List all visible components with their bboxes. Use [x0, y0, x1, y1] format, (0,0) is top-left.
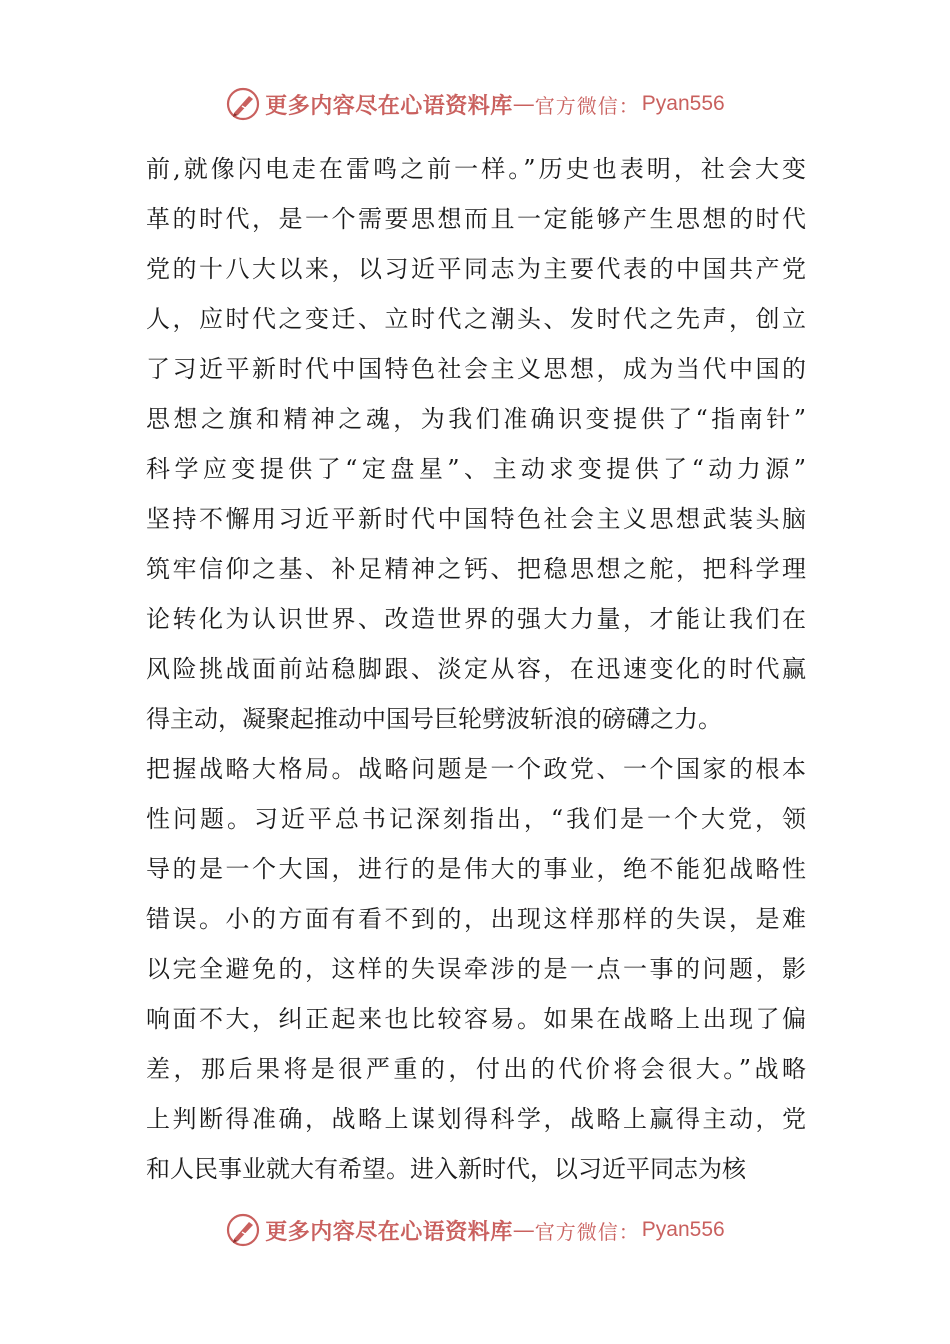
body-text-line: 性问题。习近平总书记深刻指出，“我们是一个大党，领: [146, 805, 806, 833]
header-banner-content: [225, 86, 724, 122]
body-text-line: 革的时代，是一个需要思想而且一定能够产生思想的时代: [146, 205, 806, 233]
body-text-line: 了习近平新时代中国特色社会主义思想，成为当代中国的: [146, 355, 806, 383]
body-text-line: 把握战略大格局。战略问题是一个政党、一个国家的根本: [146, 755, 806, 783]
body-text-line: 坚持不懈用习近平新时代中国特色社会主义思想武装头脑: [146, 505, 806, 533]
body-text-line: 以完全避免的，这样的失误牵涉的是一点一事的问题，影: [146, 955, 806, 983]
header-wechat-id: Pyan556: [641, 92, 725, 115]
body-text-line: 思想之旗和精神之魂，为我们准确识变提供了“指南针”: [146, 405, 806, 433]
footer-wechat-label: 官方微信：: [534, 1219, 640, 1244]
body-text-line: 和人民事业就大有希望。进入新时代，以习近平同志为核: [146, 1155, 746, 1183]
header-wechat-label: 官方微信：: [534, 93, 640, 118]
body-text-line: 前,就像闪电走在雷鸣之前一样。”历史也表明，社会大变: [146, 155, 806, 183]
body-text-line: 科学应变提供了“定盘星”、主动求变提供了“动力源”: [146, 455, 806, 483]
body-text-line: 导的是一个大国，进行的是伟大的事业，绝不能犯战略性: [146, 855, 806, 883]
footer-banner-title: 更多内容尽在心语资料库: [265, 1218, 513, 1245]
body-text-line: 错误。小的方面有看不到的，出现这样那样的失误，是难: [146, 905, 806, 933]
body-text-line: 风险挑战面前站稳脚跟、淡定从容，在迅速变化的时代赢: [146, 655, 806, 683]
footer-wechat-id: Pyan556: [641, 1218, 725, 1241]
body-text-line: 论转化为认识世界、改造世界的强大力量，才能让我们在: [146, 605, 806, 633]
body-text-line: 得主动，凝聚起推动中国号巨轮劈波斩浪的磅礴之力。: [146, 705, 722, 733]
body-text-line: 响面不大，纠正起来也比较容易。如果在战略上出现了偏: [146, 1005, 806, 1033]
document-body: [146, 150, 806, 1200]
header-banner-separator: —: [512, 91, 535, 117]
body-text-line: 党的十八大以来，以习近平同志为主要代表的中国共产党: [146, 255, 806, 283]
footer-banner-content: [225, 1212, 724, 1248]
header-banner: [0, 82, 950, 126]
pen-nib-circle-logo-icon: [225, 1212, 261, 1248]
footer-banner-separator: —: [512, 1217, 535, 1243]
pen-nib-circle-logo-icon: [225, 86, 261, 122]
header-banner-title: 更多内容尽在心语资料库: [265, 92, 513, 119]
footer-banner: [0, 1208, 950, 1252]
body-text-line: 筑牢信仰之基、补足精神之钙、把稳思想之舵，把科学理: [146, 555, 806, 583]
body-text-line: 上判断得准确，战略上谋划得科学，战略上赢得主动，党: [146, 1105, 806, 1133]
body-text-line: 差，那后果将是很严重的，付出的代价将会很大。”战略: [146, 1055, 806, 1083]
body-text-line: 人，应时代之变迁、立时代之潮头、发时代之先声，创立: [146, 305, 806, 333]
